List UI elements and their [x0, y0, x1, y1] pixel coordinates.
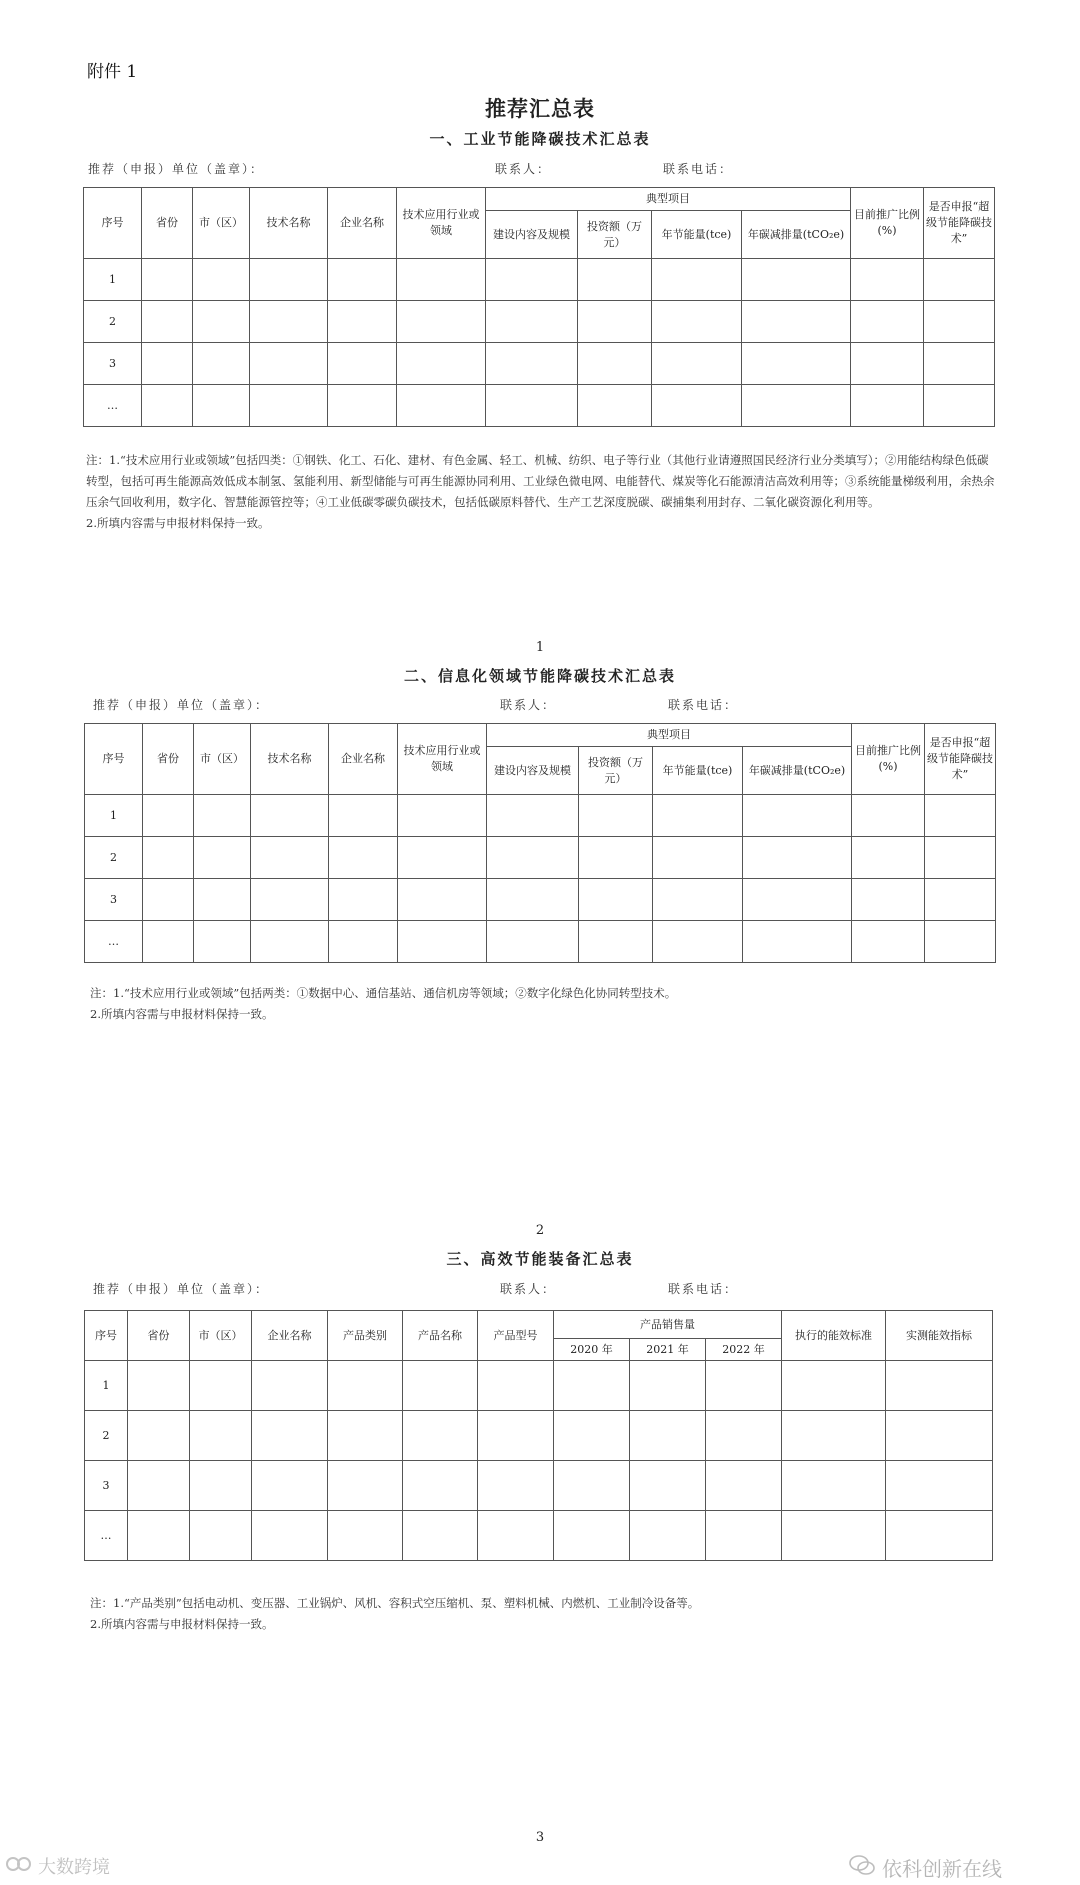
section2-notes	[90, 983, 1000, 1025]
header-tech-name: 技术名称	[250, 188, 328, 259]
header-seq: 序号	[85, 1311, 128, 1361]
note-line: 注：1.“产品类别”包括电动机、变压器、工业锅炉、风机、容积式空压缩机、泵、塑料机械、内燃机、工业制冷设备等。	[90, 1596, 700, 1610]
header-standard: 执行的能效标准	[782, 1311, 886, 1361]
header-city: 市（区）	[194, 724, 251, 795]
row-number: 3	[85, 879, 143, 921]
header-province: 省份	[143, 724, 194, 795]
phone-label: 联系电话：	[668, 698, 739, 712]
header-field: 技术应用行业或领域	[398, 724, 487, 795]
wechat-icon	[848, 1854, 876, 1881]
page-number-3: 3	[535, 1830, 545, 1845]
header-tech-name: 技术名称	[251, 724, 329, 795]
contact-label: 联系人：	[500, 1282, 557, 1296]
logo-icon	[6, 1854, 32, 1879]
row-number: 3	[84, 343, 142, 385]
header-province: 省份	[128, 1311, 190, 1361]
page-number-2: 2	[535, 1223, 545, 1238]
section2-table	[84, 723, 996, 963]
header-carbon: 年碳减排量(tCO₂e)	[743, 747, 852, 795]
header-year-2020: 2020 年	[554, 1339, 630, 1361]
row-number: …	[85, 1511, 128, 1561]
header-province: 省份	[142, 188, 193, 259]
watermark-right	[848, 1853, 1002, 1882]
note-line: 2.所填内容需与申报材料保持一致。	[86, 516, 270, 530]
header-super: 是否申报“超级节能降碳技术”	[925, 724, 996, 795]
header-typical: 典型项目	[487, 724, 852, 747]
watermark-left	[6, 1853, 110, 1879]
header-company: 企业名称	[328, 188, 397, 259]
section2-info-row	[0, 696, 1080, 714]
note-line: 2.所填内容需与申报材料保持一致。	[90, 1617, 274, 1631]
header-measured: 实测能效指标	[886, 1311, 993, 1361]
table-row	[85, 879, 996, 921]
header-city: 市（区）	[193, 188, 250, 259]
header-carbon: 年碳减排量(tCO₂e)	[742, 211, 851, 259]
header-company: 企业名称	[329, 724, 398, 795]
header-seq: 序号	[85, 724, 143, 795]
table-row	[85, 1411, 993, 1461]
table-row	[84, 385, 995, 427]
row-number: 2	[84, 301, 142, 343]
row-number: 1	[85, 1361, 128, 1411]
section3-notes	[90, 1593, 1000, 1635]
section3-table	[84, 1310, 993, 1561]
table-row	[85, 1461, 993, 1511]
header-city: 市（区）	[190, 1311, 252, 1361]
section1-title: 一、工业节能降碳技术汇总表	[429, 130, 651, 148]
unit-label: 推荐（申报）单位（盖章）：	[93, 1282, 270, 1296]
section1-notes	[86, 450, 996, 534]
header-ratio: 目前推广比例(%)	[852, 724, 925, 795]
table-row	[85, 837, 996, 879]
watermark-left-text: 大数跨境	[38, 1857, 110, 1878]
section1-info-row	[0, 160, 1080, 178]
main-title: 推荐汇总表	[485, 97, 595, 121]
table-row	[84, 301, 995, 343]
note-line: 注：1.“技术应用行业或领域”包括两类：①数据中心、通信基站、通信机房等领域；②数字化绿色化协同转型技术。	[90, 986, 677, 1000]
contact-label: 联系人：	[500, 698, 557, 712]
contact-label: 联系人：	[495, 162, 552, 176]
header-typical: 典型项目	[486, 188, 851, 211]
header-investment: 投资额（万元）	[578, 211, 652, 259]
header-super: 是否申报“超级节能降碳技术”	[924, 188, 995, 259]
header-category: 产品类别	[328, 1311, 403, 1361]
table-row	[85, 921, 996, 963]
row-number: …	[84, 385, 142, 427]
attachment-label: 附件 1	[87, 62, 138, 82]
header-sales: 产品销售量	[554, 1311, 782, 1339]
table-row	[84, 343, 995, 385]
header-company: 企业名称	[252, 1311, 328, 1361]
row-number: 3	[85, 1461, 128, 1511]
note-line: 2.所填内容需与申报材料保持一致。	[90, 1007, 274, 1021]
header-ratio: 目前推广比例(%)	[851, 188, 924, 259]
unit-label: 推荐（申报）单位（盖章）：	[93, 698, 270, 712]
table-row	[84, 259, 995, 301]
header-year-2021: 2021 年	[630, 1339, 706, 1361]
header-field: 技术应用行业或领域	[397, 188, 486, 259]
table-row	[85, 1511, 993, 1561]
header-year-2022: 2022 年	[706, 1339, 782, 1361]
row-number: 2	[85, 1411, 128, 1461]
header-model: 产品型号	[478, 1311, 554, 1361]
table-row	[85, 795, 996, 837]
unit-label: 推荐（申报）单位（盖章）：	[88, 162, 265, 176]
header-energy: 年节能量(tce)	[653, 747, 743, 795]
table-row	[85, 1361, 993, 1411]
row-number: …	[85, 921, 143, 963]
header-energy: 年节能量(tce)	[652, 211, 742, 259]
section1-table	[83, 187, 995, 427]
header-product-name: 产品名称	[403, 1311, 478, 1361]
watermark-right-text: 依科创新在线	[882, 1857, 1002, 1881]
phone-label: 联系电话：	[663, 162, 734, 176]
page-number-1: 1	[535, 640, 545, 655]
phone-label: 联系电话：	[668, 1282, 739, 1296]
header-scale: 建设内容及规模	[487, 747, 579, 795]
section3-info-row	[0, 1280, 1080, 1298]
section3-title: 三、高效节能装备汇总表	[446, 1250, 634, 1268]
row-number: 2	[85, 837, 143, 879]
note-line: 注：1.“技术应用行业或领域”包括四类：①钢铁、化工、石化、建材、有色金属、轻工、机械、纺织、电子等行业（其他行业请遵照国民经济行业分类填写）；②用能结构绿色低碳转型，包括可再生能源高效低成本制氢、氢能利用、新型储能与可再生能源协同利用、工业绿色微电网、电能替代、煤炭等化石能源清洁高效利用等；③系统能量梯级利用，余热余压余气回收利用，数字化、智慧能源管控等；④工业低碳零碳负碳技术，包括低碳原料替代、生产工艺深度脱碳、碳捕集利用封存、二氧化碳资源化利用等。	[86, 453, 995, 509]
row-number: 1	[85, 795, 143, 837]
header-scale: 建设内容及规模	[486, 211, 578, 259]
header-seq: 序号	[84, 188, 142, 259]
header-investment: 投资额（万元）	[579, 747, 653, 795]
row-number: 1	[84, 259, 142, 301]
section2-title: 二、信息化领域节能降碳技术汇总表	[403, 667, 676, 685]
